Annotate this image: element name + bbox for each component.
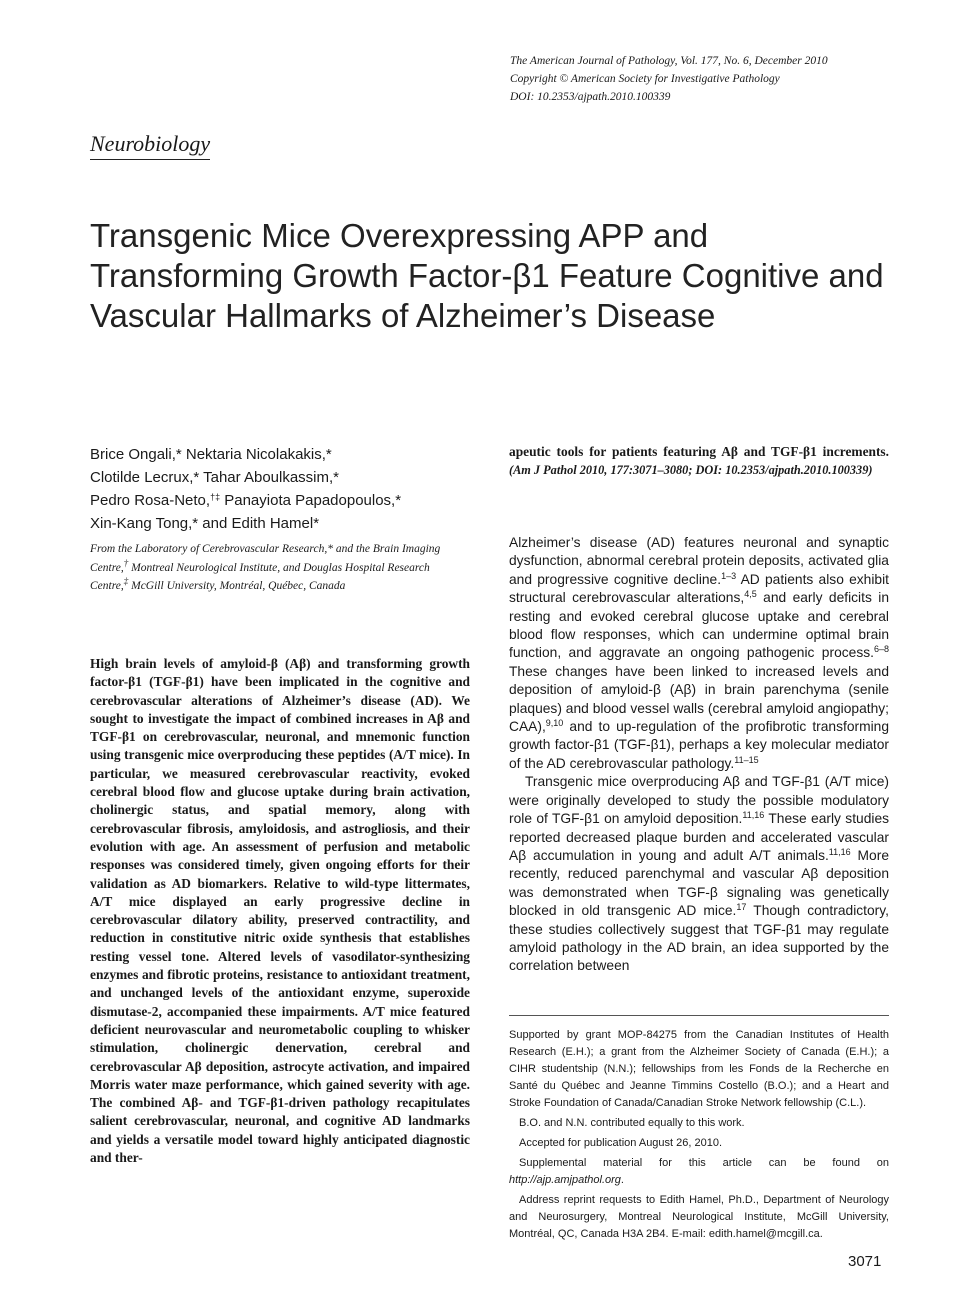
copyright-line: Copyright © American Society for Investigative Pathology: [510, 73, 780, 85]
author-line: Pedro Rosa-Neto,†‡ Panayiota Papadopoulos,*: [90, 492, 402, 509]
body-text: [509, 534, 889, 976]
author-line: Clotilde Lecrux,* Tahar Aboulkassim,*: [90, 469, 340, 486]
affiliation: From the Laboratory of Cerebrovascular Research,* and the Brain Imaging Centre,† Montreal Neurological Institute, and Douglas Hospital Research Centre,‡ McGill University, Montréal, Québec, Canada: [90, 543, 441, 592]
supplemental-note: Supplemental material for this article can be found on http://ajp.amjpathol.org.: [509, 1157, 889, 1186]
accepted-note: Accepted for publication August 26, 2010.: [519, 1137, 723, 1149]
reprint-address-note: Address reprint requests to Edith Hamel, Ph.D., Department of Neurology and Neurosurgery, Montreal Neurological Institute, McGill University, Montréal, QC, Canada H3A 2B4. E-mail: edith.hamel@mcgill.ca.: [509, 1194, 889, 1240]
equal-contribution-note: B.O. and N.N. contributed equally to this work.: [519, 1117, 745, 1129]
journal-header: [510, 52, 950, 106]
author-line: Xin-Kang Tong,* and Edith Hamel*: [90, 515, 320, 532]
author-block: [90, 443, 470, 596]
supplemental-link[interactable]: http://ajp.amjpathol.org: [509, 1174, 621, 1186]
author-list: [90, 443, 470, 535]
doi-line: DOI: 10.2353/ajpath.2010.100339: [510, 91, 671, 103]
journal-citation-line: The American Journal of Pathology, Vol. 177, No. 6, December 2010: [510, 55, 828, 67]
article-citation: (Am J Pathol 2010, 177:3071–3080; DOI: 10.2353/ajpath.2010.100339): [509, 463, 873, 478]
body-paragraph: Alzheimer’s disease (AD) features neuronal and synaptic dysfunction, abnormal cerebral protein deposits, activated glia and progressive cognitive decline.$^{1-3}$ AD patients also exhibit structural cerebrovascular alterations,$^{4,5}$ and early deficits in resting and evoked cerebral glucose uptake and cerebral blood flow responses, which can undermine optimal brain function, and aggravate an ongoing pathogenic process.$^{6-8}$ These changes have been linked to increased levels and deposition of amyloid-β (Aβ) in brain parenchyma (senile plaques) and blood vessel walls (cerebral amyloid angiopathy; CAA),$^{9,10}$ and to up-regulation of the profibrotic transforming growth factor-β1 (TGF-β1), perhaps a key molecular mediator of the AD cerebrovascular pathology.$^{11-15}$: [509, 535, 889, 771]
page-number: 3071: [848, 1253, 882, 1270]
section-label: Neurobiology: [90, 130, 210, 160]
author-line: Brice Ongali,* Nektaria Nicolakakis,*: [90, 446, 332, 463]
footnote-divider: [509, 1015, 889, 1016]
footnotes: [509, 1027, 889, 1246]
abstract-continuation: [509, 443, 889, 480]
funding-note: Supported by grant MOP-84275 from the Canadian Institutes of Health Research (E.H.); a grant from the Alzheimer Society of Canada (E.H.); a CIHR studentship (N.N.); fellowships from les Fonds de la Recherche en Santé du Québec and Jeanne Timmins Costello (B.O.); and a Heart and Stroke Foundation of Canada/Canadian Stroke Network fellowship (C.L.).: [509, 1029, 889, 1109]
abstract: High brain levels of amyloid-β (Aβ) and transforming growth factor-β1 (TGF-β1) have been implicated in the cognitive and cerebrovascular alterations of Alzheimer’s disease (AD). We sought to investigate the impact of combined increases in Aβ and TGF-β1 on cerebrovascular, neuronal, and mnemonic function using transgenic mice overproducing these peptides (A/T mice). In particular, we measured cerebrovascular reactivity, evoked cerebral blood flow and glucose uptake during brain activation, cholinergic status, and spatial memory, along with cerebrovascular fibrosis, amyloidosis, and astrogliosis, and their evolution with age. An assessment of perfusion and metabolic responses was considered timely, given ongoing efforts for their validation as AD biomarkers. Relative to wild-type littermates, A/T mice displayed an early progressive decline in cerebrovascular dilatory ability, preserved contractility, and reduction in constitutive nitric oxide synthesis that establishes resting vessel tone. Altered levels of vasodilator-synthesizing enzymes and fibrotic proteins, resistance to antioxidant treatment, and unchanged levels of the antioxidant enzyme, superoxide dismutase-2, accompanied these impairments. A/T mice featured deficient neurovascular and neurometabolic coupling to whisker stimulation, cholinergic denervation, cerebral and cerebrovascular Aβ deposition, astrocyte activation, and impaired Morris water maze performance, which gained severity with age. The combined Aβ- and TGF-β1-driven pathology recapitulates salient cerebrovascular, neuronal, and cognitive AD landmarks and yields a versatile model toward highly anticipated diagnostic and ther-: [90, 656, 470, 1166]
abstract-end: apeutic tools for patients featuring Aβ and TGF-β1 increments.: [509, 444, 889, 459]
body-paragraph: Transgenic mice overproducing Aβ and TGF-β1 (A/T mice) were originally developed to study the possible modulatory role of TGF-β1 on amyloid deposition.$^{11,16}$ These early studies reported decreased plaque burden and accelerated vascular Aβ accumulation in young and adult A/T animals.$^{11,16}$ More recently, reduced parenchymal and vascular Aβ deposition was demonstrated when TGF-β signaling was genetically blocked in old transgenic AD mice.$^{17}$ Though contradictory, these studies collectively suggest that TGF-β1 may regulate amyloid pathology in the AD brain, an idea supported by the correlation between: [509, 774, 890, 974]
article-title: Transgenic Mice Overexpressing APP and Transforming Growth Factor-β1 Feature Cognitive and Vascular Hallmarks of Alzheimer’s Disease: [90, 217, 884, 334]
